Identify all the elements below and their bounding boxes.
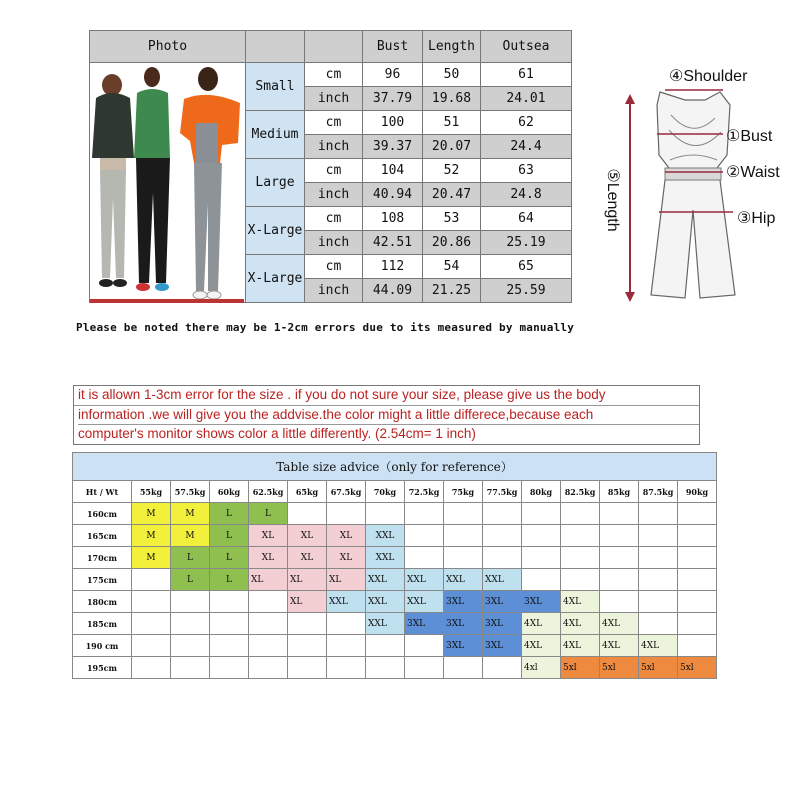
length-value: 19.68 — [423, 87, 481, 111]
size-advice-cell: 3XL — [522, 591, 561, 613]
size-advice-cell — [249, 613, 288, 635]
size-advice-cell — [366, 503, 405, 525]
size-advice-cell: XL — [288, 591, 327, 613]
notice-line-2: information .we will give you the addvise.the color might a little differece,because each — [78, 407, 594, 422]
size-advice-cell — [171, 635, 210, 657]
size-advice-cell — [483, 525, 522, 547]
size-advice-cell: M — [171, 525, 210, 547]
size-advice-table — [72, 452, 717, 679]
size-advice-cell: XXL — [327, 591, 366, 613]
unit-label: inch — [305, 135, 363, 159]
weight-header: 87.5kg — [639, 481, 678, 503]
size-advice-cell: 3XL — [444, 635, 483, 657]
label-waist: ②Waist — [726, 164, 780, 181]
size-advice-cell — [405, 525, 444, 547]
size-advice-cell — [405, 635, 444, 657]
size-advice-cell — [639, 613, 678, 635]
garment-sketch — [605, 60, 800, 310]
weight-header: 77.5kg — [483, 481, 522, 503]
size-advice-cell — [249, 657, 288, 679]
length-value: 20.07 — [423, 135, 481, 159]
size-advice-cell — [678, 525, 717, 547]
bust-value: 39.37 — [363, 135, 423, 159]
length-value: 50 — [423, 63, 481, 87]
size-advice-cell: 5xl — [561, 657, 600, 679]
size-advice-cell — [171, 591, 210, 613]
unit-label: cm — [305, 111, 363, 135]
size-name: X-Large — [246, 255, 305, 303]
size-advice-cell — [210, 591, 249, 613]
size-advice-cell — [561, 503, 600, 525]
size-advice-cell — [132, 569, 171, 591]
weight-header: 75kg — [444, 481, 483, 503]
weight-header: 90kg — [678, 481, 717, 503]
bust-value: 44.09 — [363, 279, 423, 303]
unit-label: cm — [305, 63, 363, 87]
length-value: 20.86 — [423, 231, 481, 255]
size-advice-cell: XXL — [483, 569, 522, 591]
weight-header: 60kg — [210, 481, 249, 503]
header-photo: Photo — [90, 31, 246, 63]
size-advice-cell: 3XL — [405, 613, 444, 635]
size-advice-cell: L — [210, 547, 249, 569]
size-advice-cell: XXL — [366, 569, 405, 591]
size-advice-cell — [483, 657, 522, 679]
size-advice-cell — [600, 569, 639, 591]
size-advice-cell: L — [210, 569, 249, 591]
bust-value: 96 — [363, 63, 423, 87]
advice-row — [73, 657, 717, 679]
size-advice-cell — [639, 503, 678, 525]
outsea-value: 65 — [481, 255, 572, 279]
size-advice-cell: XXL — [366, 613, 405, 635]
size-advice-cell: XL — [249, 525, 288, 547]
size-advice-cell: M — [132, 503, 171, 525]
outsea-value: 61 — [481, 63, 572, 87]
size-advice-cell: 4XL — [561, 613, 600, 635]
size-advice-cell: 5xl — [600, 657, 639, 679]
length-value: 20.47 — [423, 183, 481, 207]
size-advice-cell — [249, 635, 288, 657]
header-length: Length — [423, 31, 481, 63]
size-advice-cell: 4XL — [600, 613, 639, 635]
length-value: 54 — [423, 255, 481, 279]
advice-title: Table size advice（only for reference） — [73, 453, 717, 481]
size-notice-box — [73, 385, 700, 445]
size-name: X-Large — [246, 207, 305, 255]
size-advice-cell: 3XL — [444, 591, 483, 613]
notice-divider — [78, 424, 699, 425]
advice-row — [73, 591, 717, 613]
size-advice-cell — [210, 613, 249, 635]
size-advice-cell: XXL — [366, 525, 405, 547]
outsea-value: 25.59 — [481, 279, 572, 303]
measurement-note: Please be noted there may be 1-2cm errors due to its measured by manually — [76, 321, 575, 334]
size-advice-cell: XXL — [405, 569, 444, 591]
size-advice-cell — [522, 503, 561, 525]
height-label: 185cm — [73, 613, 132, 635]
unit-label: inch — [305, 183, 363, 207]
size-advice-cell — [210, 657, 249, 679]
advice-row — [73, 525, 717, 547]
size-advice-cell — [327, 657, 366, 679]
size-advice-cell — [444, 525, 483, 547]
bust-value: 108 — [363, 207, 423, 231]
size-advice-cell — [171, 613, 210, 635]
size-advice-cell — [639, 525, 678, 547]
outsea-value: 24.4 — [481, 135, 572, 159]
unit-label: inch — [305, 231, 363, 255]
size-advice-cell: XXL — [405, 591, 444, 613]
size-advice-cell: XXL — [444, 569, 483, 591]
size-advice-cell — [444, 657, 483, 679]
size-advice-cell: XXL — [366, 591, 405, 613]
size-advice-cell — [678, 613, 717, 635]
height-label: 190 cm — [73, 635, 132, 657]
label-length: ⑤Length — [604, 168, 621, 232]
advice-row — [73, 635, 717, 657]
size-advice-cell — [678, 569, 717, 591]
length-value: 52 — [423, 159, 481, 183]
size-advice-cell — [327, 503, 366, 525]
size-advice-cell — [444, 547, 483, 569]
bust-value: 37.79 — [363, 87, 423, 111]
size-advice-cell: 4XL — [522, 635, 561, 657]
size-advice-cell — [600, 503, 639, 525]
header-outsea: Outsea — [481, 31, 572, 63]
size-advice-cell — [522, 547, 561, 569]
size-advice-cell: L — [171, 569, 210, 591]
header-size — [246, 31, 305, 63]
advice-row — [73, 503, 717, 525]
size-advice-cell: 3XL — [483, 591, 522, 613]
weight-header: 82.5kg — [561, 481, 600, 503]
weight-header: 85kg — [600, 481, 639, 503]
size-advice-cell — [288, 635, 327, 657]
size-advice-cell — [522, 525, 561, 547]
weight-header: 55kg — [132, 481, 171, 503]
height-label: 165cm — [73, 525, 132, 547]
size-advice-cell — [522, 569, 561, 591]
bust-value: 40.94 — [363, 183, 423, 207]
header-bust: Bust — [363, 31, 423, 63]
size-advice-cell: XL — [288, 547, 327, 569]
unit-label: inch — [305, 87, 363, 111]
size-advice-cell: XL — [327, 547, 366, 569]
height-label: 170cm — [73, 547, 132, 569]
size-advice-cell — [288, 657, 327, 679]
outsea-value: 24.01 — [481, 87, 572, 111]
size-advice-cell: 4XL — [600, 635, 639, 657]
size-advice-cell — [561, 547, 600, 569]
height-label: 175cm — [73, 569, 132, 591]
notice-line-1: it is allown 1-3cm error for the size . if you do not sure your size, please give us the body — [78, 387, 606, 402]
size-advice-cell — [678, 635, 717, 657]
size-advice-cell — [288, 503, 327, 525]
unit-label: inch — [305, 279, 363, 303]
size-advice-cell: XL — [249, 569, 288, 591]
size-advice-cell: 3XL — [483, 613, 522, 635]
size-advice-cell — [444, 503, 483, 525]
size-advice-cell — [600, 591, 639, 613]
size-advice-cell — [678, 547, 717, 569]
size-advice-cell: M — [132, 547, 171, 569]
height-label: 160cm — [73, 503, 132, 525]
advice-weight-row — [73, 481, 717, 503]
size-advice-cell — [210, 635, 249, 657]
size-advice-cell — [132, 613, 171, 635]
notice-divider — [74, 405, 699, 406]
size-advice-cell — [561, 569, 600, 591]
size-advice-cell — [561, 525, 600, 547]
size-advice-cell: 4xl — [522, 657, 561, 679]
size-chart-header-row — [90, 31, 572, 63]
size-advice-cell — [327, 635, 366, 657]
size-advice-cell — [483, 503, 522, 525]
size-advice-cell — [483, 547, 522, 569]
size-name: Medium — [246, 111, 305, 159]
size-advice-cell: M — [132, 525, 171, 547]
size-advice-cell: 4XL — [639, 635, 678, 657]
advice-row — [73, 613, 717, 635]
size-advice-cell — [132, 657, 171, 679]
measurement-diagram — [605, 60, 800, 310]
size-advice-cell — [288, 613, 327, 635]
size-advice-cell: 3XL — [444, 613, 483, 635]
size-advice-cell: XL — [327, 525, 366, 547]
weight-header: 57.5kg — [171, 481, 210, 503]
label-shoulder: ④Shoulder — [669, 68, 748, 85]
advice-row — [73, 569, 717, 591]
outsea-value: 24.8 — [481, 183, 572, 207]
size-advice-cell — [405, 503, 444, 525]
weight-header: 62.5kg — [249, 481, 288, 503]
size-advice-cell: L — [249, 503, 288, 525]
model-photo — [90, 63, 244, 303]
notice-line-3: computer's monitor shows color a little differently. (2.54cm= 1 inch) — [78, 426, 476, 441]
outsea-value: 25.19 — [481, 231, 572, 255]
model-photo-image — [90, 63, 244, 303]
size-advice-cell: 4XL — [561, 591, 600, 613]
size-advice-cell: XXL — [366, 547, 405, 569]
size-advice-cell — [639, 591, 678, 613]
size-advice-cell — [678, 591, 717, 613]
advice-row — [73, 547, 717, 569]
size-advice-cell — [405, 547, 444, 569]
advice-corner: Ht / Wt — [73, 481, 132, 503]
bust-value: 104 — [363, 159, 423, 183]
size-name: Small — [246, 63, 305, 111]
size-advice-cell: 4XL — [561, 635, 600, 657]
size-advice-cell — [132, 635, 171, 657]
size-advice-cell — [366, 635, 405, 657]
height-label: 195cm — [73, 657, 132, 679]
weight-header: 70kg — [366, 481, 405, 503]
size-advice-cell — [405, 657, 444, 679]
bust-value: 100 — [363, 111, 423, 135]
outsea-value: 63 — [481, 159, 572, 183]
weight-header: 67.5kg — [327, 481, 366, 503]
length-value: 53 — [423, 207, 481, 231]
size-advice-cell: XL — [327, 569, 366, 591]
length-value: 51 — [423, 111, 481, 135]
size-advice-cell: XL — [288, 569, 327, 591]
bust-value: 112 — [363, 255, 423, 279]
advice-title-row — [73, 453, 717, 481]
size-advice-cell: 5xl — [678, 657, 717, 679]
header-unit — [305, 31, 363, 63]
weight-header: 65kg — [288, 481, 327, 503]
size-advice-cell — [132, 591, 171, 613]
unit-label: cm — [305, 207, 363, 231]
size-advice-cell — [600, 547, 639, 569]
size-advice-cell: XL — [249, 547, 288, 569]
size-advice-cell — [327, 613, 366, 635]
length-value: 21.25 — [423, 279, 481, 303]
size-advice-cell: 5xl — [639, 657, 678, 679]
label-bust: ①Bust — [726, 128, 773, 145]
weight-header: 80kg — [522, 481, 561, 503]
size-advice-cell: 3XL — [483, 635, 522, 657]
label-hip: ③Hip — [737, 210, 776, 227]
size-advice-cell: XL — [288, 525, 327, 547]
size-name: Large — [246, 159, 305, 207]
size-advice-cell: L — [210, 503, 249, 525]
size-advice-cell — [639, 547, 678, 569]
outsea-value: 64 — [481, 207, 572, 231]
unit-label: cm — [305, 255, 363, 279]
size-advice-cell: L — [210, 525, 249, 547]
bust-value: 42.51 — [363, 231, 423, 255]
size-advice-cell — [171, 657, 210, 679]
size-advice-cell — [678, 503, 717, 525]
unit-label: cm — [305, 159, 363, 183]
size-advice-cell — [639, 569, 678, 591]
size-advice-cell: L — [171, 547, 210, 569]
outsea-value: 62 — [481, 111, 572, 135]
size-advice-cell — [249, 591, 288, 613]
height-label: 180cm — [73, 591, 132, 613]
size-advice-cell: 4XL — [522, 613, 561, 635]
size-advice-cell — [366, 657, 405, 679]
size-advice-cell: M — [171, 503, 210, 525]
weight-header: 72.5kg — [405, 481, 444, 503]
size-advice-cell — [600, 525, 639, 547]
